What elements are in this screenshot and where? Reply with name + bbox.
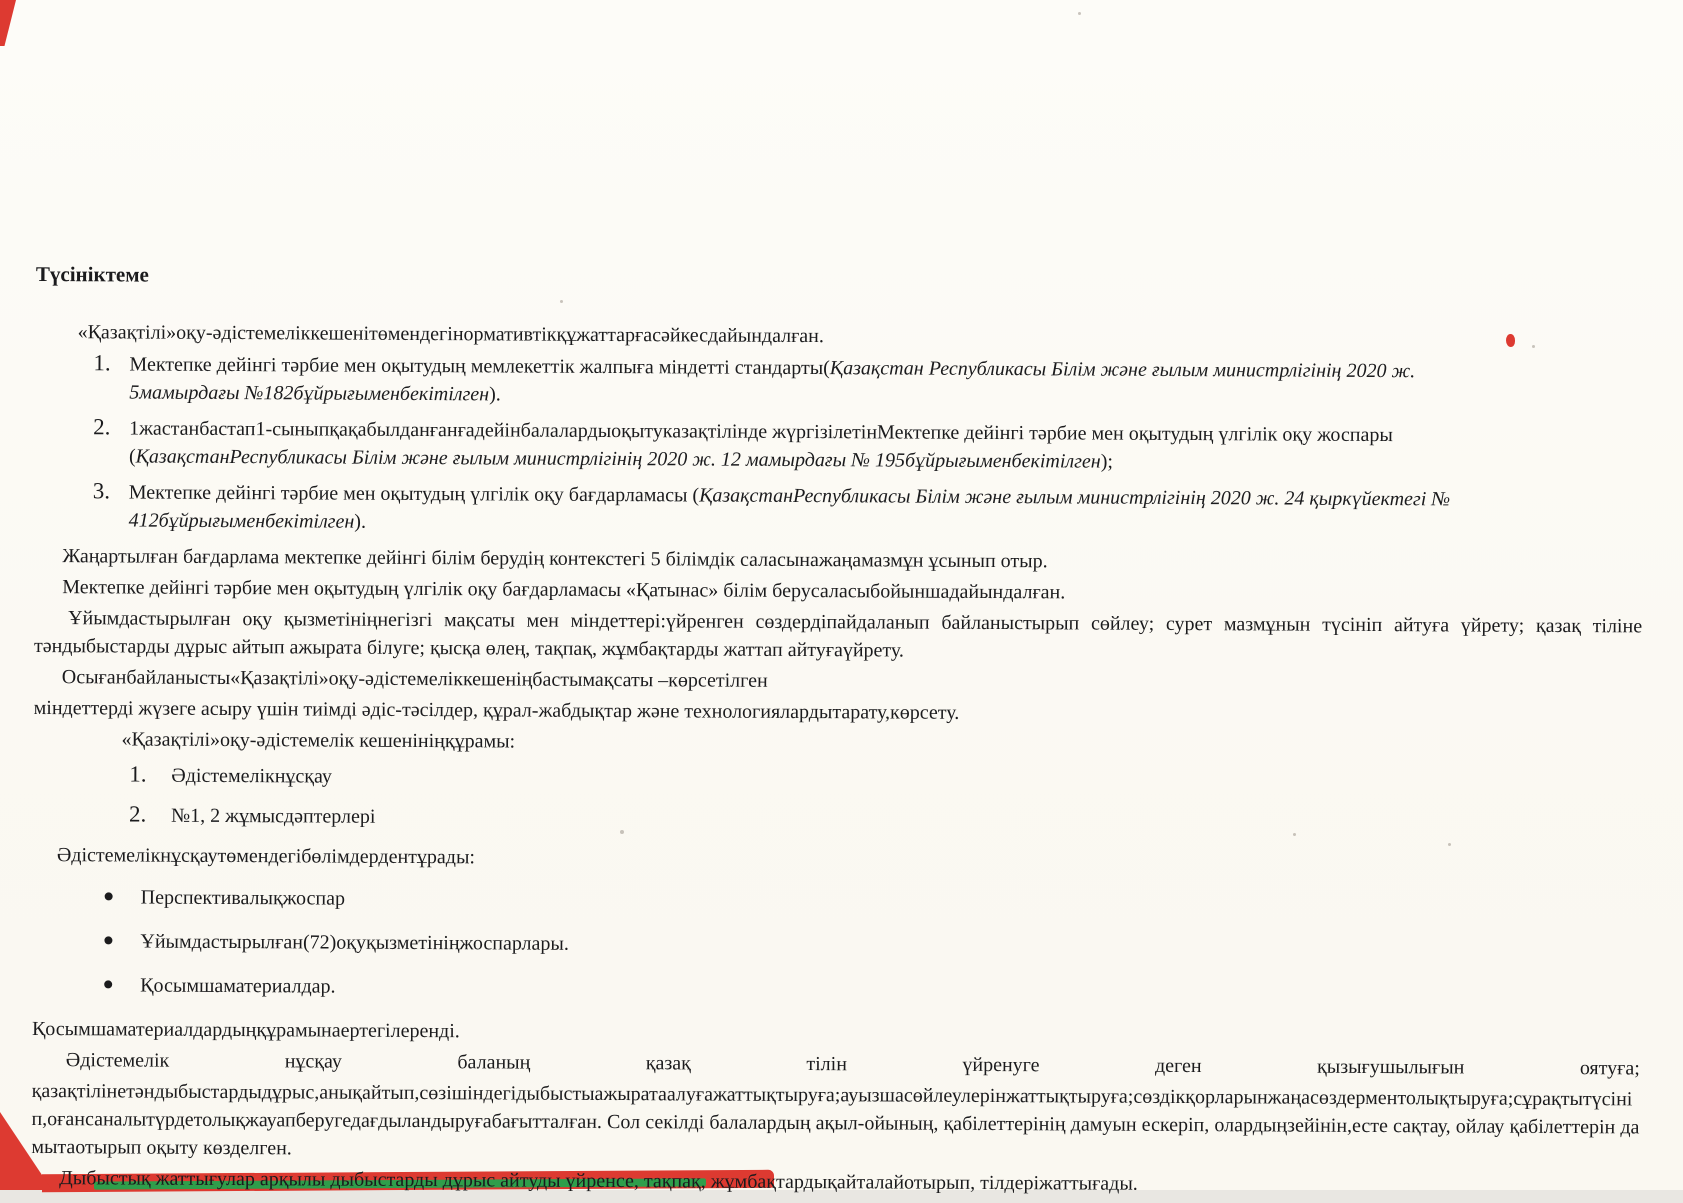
list-item	[93, 478, 1483, 541]
list-number: 2.	[129, 801, 171, 829]
list-item	[104, 927, 1640, 963]
list-number: 1.	[93, 350, 129, 406]
program-area-paragraph: Мектепке дейінгі тәрбие мен оқытудың үлгілік оқу бағдарламасы «Қатынас» білім берусаласыбойыншадайындалған.	[34, 573, 1642, 609]
list-number: 2.	[93, 414, 129, 470]
main-goal-line2: міндеттерді жүзеге асыру үшін тиімді әдіс-тәсілдер, құрал-жабдықтар және технологиялардытарату,көрсету.	[34, 694, 1642, 730]
main-goal-line1: Осығанбайланысты«Қазақтілі»оқу-әдістемеліккешеніңбастымақсаты –көрсетілген	[34, 663, 1642, 699]
extras-paragraph: Қосымшаматериалдардыңқұрамынаертегілеренді.	[32, 1015, 1640, 1051]
list-item	[104, 971, 1640, 1007]
list-item	[105, 883, 1641, 919]
list-item	[129, 801, 1641, 837]
guide-sections-list	[32, 883, 1641, 1007]
section-item-label: Перспективалықжоспар	[141, 884, 345, 913]
method-guide-paragraph-rest: қазақтілінетәндыбыстардыдұрыс,анықайтып,сөзішіндегідыбыстыажыратаалуғажаттықтыруға;ауызшасөйлеулерінжаттықтыруға;сөздікқорларынжаңасөздерментолықтыруға;сұрақтытүсініп,оғансаналытүрдетолықжауапберугедағдыландыруғабағытталған. Сол секілді балалардың ақыл-ойының, қабілеттерінің дамуын ескеріп, олардыңзейінін,есте сақтау, ойлау қабілеттерін дамытаотырып оқыту көзделген.	[31, 1077, 1639, 1169]
sound-exercises-paragraph: Дыбыстық жаттығулар арқылы дыбыстарды дұрыс айтуды үйренсе, тақпақ, жұмбақтардықайталайотырып, тілдеріжаттығады.	[31, 1164, 1639, 1200]
kit-item-label: №1, 2 жұмысдәптерлері	[171, 802, 376, 831]
bullet-icon	[104, 936, 112, 944]
list-number: 3.	[93, 478, 129, 534]
kit-contents-list	[33, 761, 1641, 837]
reference-text: Мектепке дейінгі тәрбие мен оқытудың үлгілік оқу бағдарламасы (ҚазақстанРеспубликасы Білім және ғылым министрлігінің 2020 ж. 24 қыркүйектегі № 412бұйрығыменбекітілген).	[129, 478, 1483, 541]
intro-paragraph: «Қазақтілі»оқу-әдістемеліккешенітөмендегінормативтікқұжаттарғасәйкесдайындалған.	[36, 318, 1644, 354]
bullet-icon	[104, 980, 112, 988]
updated-program-paragraph: Жаңартылған бағдарлама мектепке дейінгі білім берудің контекстегі 5 білімдік саласынажаңамазмұн ұсынып отыр.	[34, 542, 1642, 578]
list-item	[93, 414, 1483, 477]
section-item-label: Қосымшаматериалдар.	[140, 972, 336, 1001]
scan-noise-speck	[1078, 12, 1081, 15]
list-item	[129, 761, 1641, 797]
sections-heading: Әдістемелікнұсқаутөмендегібөлімдердентұрады:	[33, 841, 1641, 877]
kit-item-label: Әдістемелікнұсқау	[171, 762, 332, 791]
normative-references-list	[35, 350, 1484, 542]
reference-text: Мектепке дейінгі тәрбие мен оқытудың мемлекеттік жалпыға міндетті стандарты(Қазақстан Республикасы Білім және ғылым министрлігінің 2020 ж. 5мамырдағы №182бұйрығыменбекітілген).	[129, 350, 1483, 413]
list-item	[93, 350, 1483, 413]
section-item-label: Ұйымдастырылған(72)оқуқызметініңжоспарлары.	[140, 928, 569, 958]
document-title: Түсініктеме	[36, 260, 1644, 296]
reference-text: 1жастанбастап1-сыныпқақабылданғанғадейінбалалардыоқытуказақтілінде жүргізілетінМектепке дейінгі тәрбие мен оқытудың үлгілік оқу жоспары (ҚазақстанРеспубликасы Білім және ғылым министрлігінің 2020 ж. 12 мамырдағы № 195бұйрығыменбекітілген);	[129, 414, 1483, 477]
goals-paragraph: Ұйымдастырылған оқу қызметініңнегізгі мақсаты мен міндеттері:үйренген сөздердіпайдаланып байланыстырып сөйлеу; сурет мазмұнын түсініп айтуға үйрету; қазақ тіліне тәндыбыстарды дұрыс айтып ажырата білуге; қысқа өлең, тақпақ, жұмбақтарды жаттап айтуғаүйрету.	[34, 604, 1642, 668]
bullet-icon	[105, 892, 113, 900]
list-number: 1.	[129, 761, 171, 789]
method-guide-paragraph-line1: Әдістемелік нұсқау баланың қазақ тілін үйренуге деген қызығушылығын оятуға;	[32, 1046, 1640, 1082]
kit-contents-heading: «Қазақтілі»оқу-әдістемелік кешенініңқұрамы:	[33, 725, 1641, 761]
scan-red-edge-top-left-icon	[0, 0, 16, 46]
document-body	[31, 260, 1644, 1203]
